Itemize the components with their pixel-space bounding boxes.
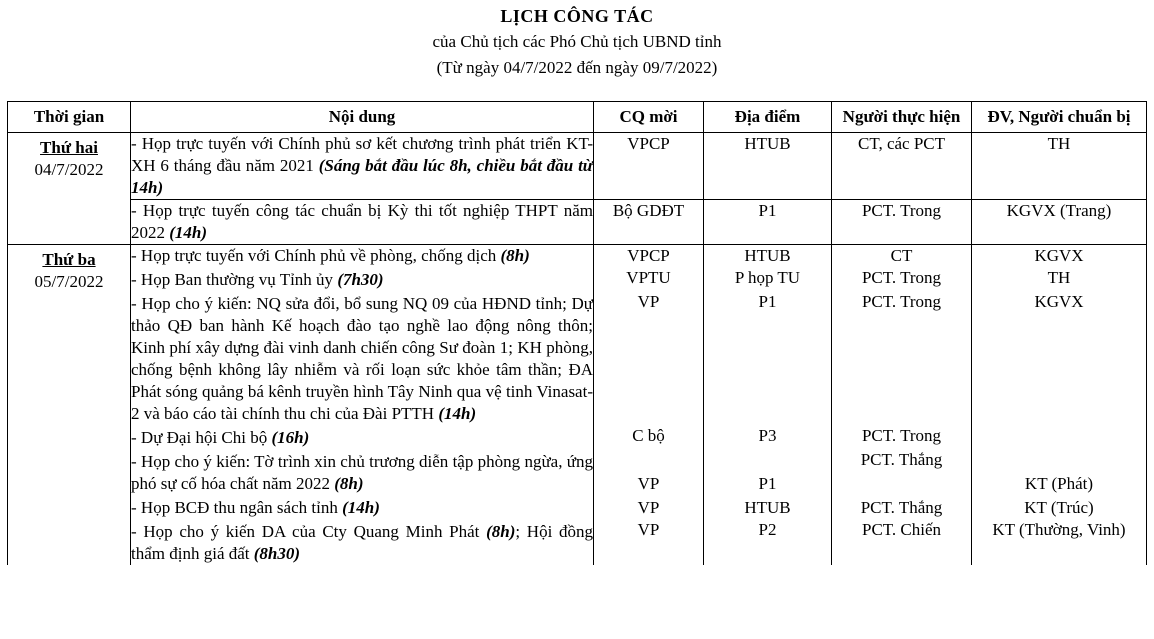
performer-cell: CT: [832, 245, 972, 268]
inviter-cell: VP: [594, 519, 704, 565]
table-row: [8, 133, 1147, 200]
table-row: [8, 245, 1147, 268]
agenda-item: [131, 133, 594, 200]
agenda-text: - Họp trực tuyến công tác chuẩn bị Kỳ thi tốt nghiệp THPT năm 2022: [131, 201, 593, 242]
column-header-location: Địa điểm: [704, 102, 832, 133]
table-row: [8, 200, 1147, 245]
preparer-cell: TH: [972, 267, 1147, 291]
performer-cell: PCT. Trong: [832, 425, 972, 449]
agenda-time: (8h): [500, 246, 530, 265]
performer-cell: PCT. Trong: [832, 291, 972, 425]
agenda-item: [131, 245, 594, 268]
schedule-body: [8, 133, 1147, 566]
table-row: [8, 519, 1147, 565]
inviter-cell: VPTU: [594, 267, 704, 291]
agenda-text: - Dự Đại hội Chi bộ: [131, 428, 272, 447]
day-cell: [8, 133, 131, 245]
performer-cell: PCT. Thắng: [832, 495, 972, 519]
agenda-text: - Họp cho ý kiến DA của Cty Quang Minh Phát: [131, 522, 487, 541]
agenda-time-2: (8h30): [253, 544, 301, 563]
agenda-text-tail: ; Hội đồng thẩm định giá đất: [131, 522, 593, 563]
agenda-text: - Họp trực tuyến với Chính phủ về phòng, chống dịch: [131, 246, 501, 265]
agenda-time: (Sáng bắt đầu lúc 8h, chiều bắt đầu từ 14h): [131, 156, 593, 197]
location-cell: HTUB: [704, 245, 832, 268]
agenda-item: [131, 267, 594, 291]
preparer-cell: TH: [972, 133, 1147, 200]
agenda-item: [131, 495, 594, 519]
table-row: [8, 449, 1147, 495]
column-header-content: Nội dung: [131, 102, 594, 133]
agenda-text: - Họp Ban thường vụ Tỉnh ủy: [131, 270, 338, 289]
inviter-cell: VP: [594, 291, 704, 425]
table-header-row: [8, 102, 1147, 133]
preparer-cell: KGVX (Trang): [972, 200, 1147, 245]
preparer-cell: KT (Thường, Vinh): [972, 519, 1147, 565]
agenda-time: (14h): [342, 498, 380, 517]
location-cell: P họp TU: [704, 267, 832, 291]
inviter-cell: VP: [594, 495, 704, 519]
agenda-time: (14h): [438, 404, 477, 423]
preparer-cell: KGVX: [972, 291, 1147, 425]
agenda-time: (8h): [486, 522, 516, 541]
document-header: [0, 0, 1154, 81]
inviter-cell: Bộ GDĐT: [594, 200, 704, 245]
table-row: [8, 267, 1147, 291]
table-row: [8, 425, 1147, 449]
agenda-item: [131, 519, 594, 565]
performer-cell: PCT. Trong: [832, 267, 972, 291]
day-cell: [8, 245, 131, 566]
day-date: 04/7/2022: [34, 160, 104, 179]
preparer-cell: KT (Trúc): [972, 495, 1147, 519]
agenda-time: (7h30): [337, 270, 384, 289]
agenda-item: [131, 200, 594, 245]
preparer-cell: KT (Phát): [972, 449, 1147, 495]
location-cell: P1: [704, 449, 832, 495]
performer-cell: CT, các PCT: [832, 133, 972, 200]
day-name: Thứ hai: [40, 138, 98, 157]
agenda-text: - Họp cho ý kiến: NQ sửa đổi, bổ sung NQ 09 của HĐND tỉnh; Dự thảo QĐ ban hành Kế hoạch đào tạo nghề lao động nông thôn; Kinh phí xây dựng đài vinh danh chiến công Sư đoàn 1; KH phòng, chống bệnh không lây nhiễm và rối loạn sức khỏe tâm thần; ĐA Phát sóng quảng bá kênh truyền hình Tây Ninh qua vệ tinh Vinasat-2 và báo cáo tài chính thu chi của Đài PTTH: [131, 294, 593, 423]
agenda-item: [131, 291, 594, 425]
location-cell: P2: [704, 519, 832, 565]
preparer-cell: [972, 425, 1147, 449]
performer-cell: PCT. Chiến: [832, 519, 972, 565]
document-subtitle: của Chủ tịch các Phó Chủ tịch UBND tỉnh: [432, 32, 722, 51]
agenda-time: (14h): [169, 223, 208, 242]
inviter-cell: VPCP: [594, 133, 704, 200]
agenda-time: (8h): [334, 474, 364, 493]
day-date: 05/7/2022: [34, 272, 104, 291]
inviter-cell: VP: [594, 449, 704, 495]
preparer-cell: KGVX: [972, 245, 1147, 268]
location-cell: P1: [704, 200, 832, 245]
schedule-table: [7, 101, 1147, 565]
location-cell: HTUB: [704, 133, 832, 200]
performer-cell: PCT. Trong: [832, 200, 972, 245]
table-row: [8, 495, 1147, 519]
performer-cell: PCT. Thắng: [832, 449, 972, 495]
agenda-text: - Họp cho ý kiến: Tờ trình xin chủ trương diễn tập phòng ngừa, ứng phó sự cố hóa chất năm 2022: [131, 452, 593, 493]
location-cell: P1: [704, 291, 832, 425]
agenda-item: [131, 449, 594, 495]
agenda-time: (16h): [271, 428, 310, 447]
agenda-item: [131, 425, 594, 449]
inviter-cell: C bộ: [594, 425, 704, 449]
column-header-time: Thời gian: [8, 102, 131, 133]
day-name: Thứ ba: [42, 250, 96, 269]
column-header-inviter: CQ mời: [594, 102, 704, 133]
column-header-preparer: ĐV, Người chuẩn bị: [972, 102, 1147, 133]
table-row: [8, 291, 1147, 425]
location-cell: HTUB: [704, 495, 832, 519]
document-title: LỊCH CÔNG TÁC: [500, 6, 654, 26]
column-header-performer: Người thực hiện: [832, 102, 972, 133]
location-cell: P3: [704, 425, 832, 449]
inviter-cell: VPCP: [594, 245, 704, 268]
agenda-text: - Họp BCĐ thu ngân sách tỉnh: [131, 498, 343, 517]
agenda-text: - Họp trực tuyến với Chính phủ sơ kết chương trình phát triển KT-XH 6 tháng đầu năm 2021: [131, 134, 593, 175]
document-date-range: (Từ ngày 04/7/2022 đến ngày 09/7/2022): [436, 58, 718, 77]
